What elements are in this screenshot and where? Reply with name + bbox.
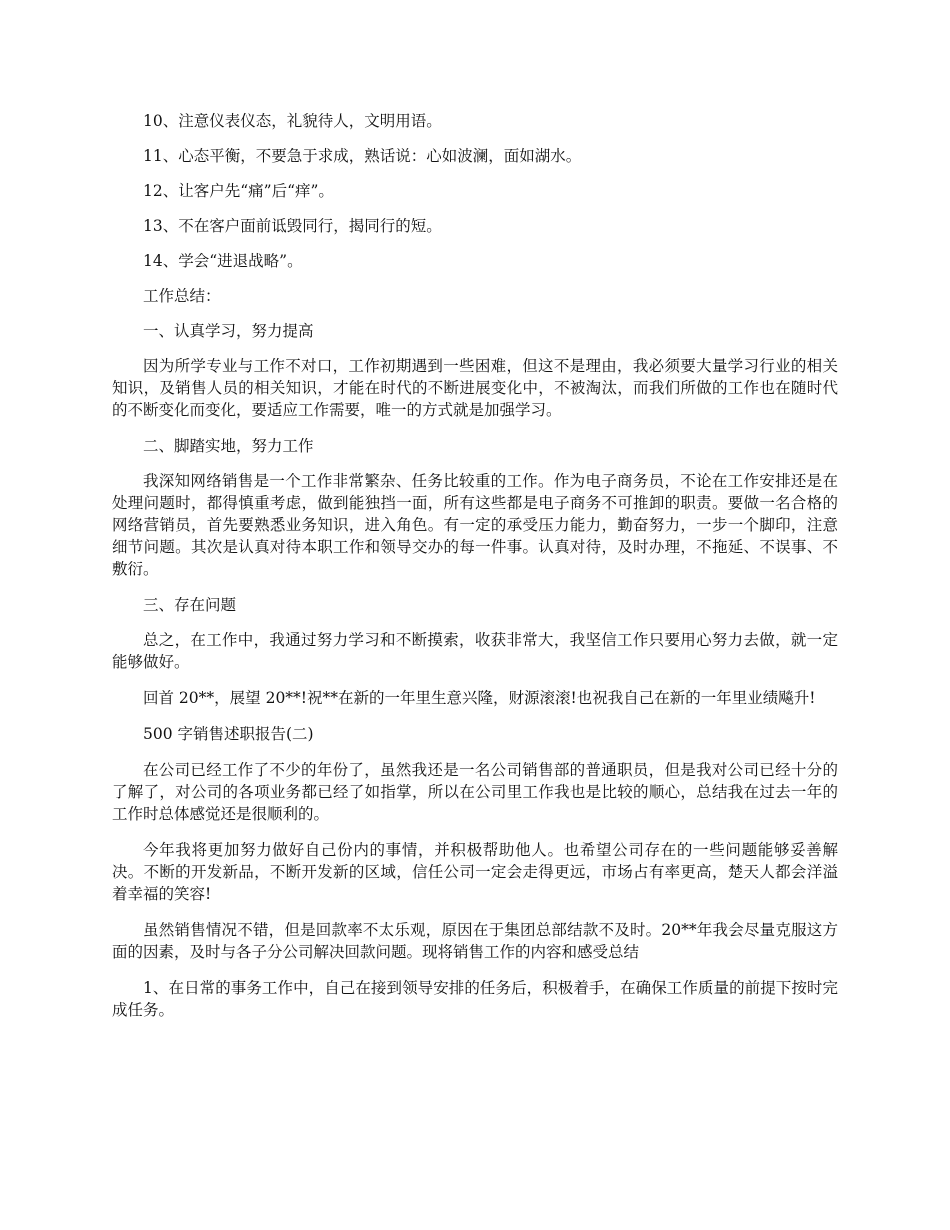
section-heading-1: 一、认真学习，努力提高: [143, 322, 314, 340]
paragraph-item-13: 13、不在客户面前诋毁同行，揭同行的短。: [143, 217, 442, 235]
paragraph-item-10: 10、注意仪表仪态，礼貌待人，文明用语。: [143, 112, 442, 130]
section-heading-3: 三、存在问题: [143, 596, 237, 614]
report-title: 500 字销售述职报告(二): [143, 725, 314, 743]
section-heading-2: 二、脚踏实地，努力工作: [143, 437, 314, 455]
body-paragraph: 因为所学专业与工作不对口，工作初期遇到一些困难，但这不是理由，我必须要大量学习行业的相关知识，及销售人员的相关知识，才能在时代的不断进展变化中，不被淘汰，而我们所做的工作也在随时代的不断变化而变化，要适应工作需要，唯一的方式就是加强学习。: [112, 357, 838, 419]
body-paragraph: 虽然销售情况不错，但是回款率不太乐观，原因在于集团总部结款不及时。20**年我会尽量克服这方面的因素，及时与各子分公司解决回款问题。现将销售工作的内容和感受总结: [112, 921, 838, 961]
body-paragraph: 今年我将更加努力做好自己份内的事情，并积极帮助他人。也希望公司存在的一些问题能够妥善解决。不断的开发新品，不断开发新的区域，信任公司一定会走得更远，市场占有率更高，楚天人都会洋溢着幸福的笑容!: [112, 841, 838, 903]
body-paragraph: 在公司已经工作了不少的年份了，虽然我还是一名公司销售部的普通职员，但是我对公司已经十分的了解了，对公司的各项业务都已经了如指掌，所以在公司里工作我也是比较的顺心，总结我在过去一年的工作时总体感觉还是很顺利的。: [112, 761, 838, 823]
body-paragraph: 总之，在工作中，我通过努力学习和不断摸索，收获非常大，我坚信工作只要用心努力去做，就一定能够做好。: [112, 631, 838, 671]
list-item: 1、在日常的事务工作中，自己在接到领导安排的任务后，积极着手，在确保工作质量的前提下按时完成任务。: [112, 979, 838, 1019]
body-paragraph: 我深知网络销售是一个工作非常繁杂、任务比较重的工作。作为电子商务员，不论在工作安排还是在处理问题时，都得慎重考虑，做到能独挡一面，所有这些都是电子商务不可推卸的职责。要做一名合格的网络营销员，首先要熟悉业务知识，进入角色。有一定的承受压力能力，勤奋努力，一步一个脚印，注意细节问题。其次是认真对待本职工作和领导交办的每一件事。认真对待，及时办理，不拖延、不误事、不敷衍。: [112, 472, 838, 578]
section-heading-work-summary: 工作总结：: [143, 287, 221, 305]
paragraph-item-12: 12、让客户先“痛”后“痒”。: [143, 182, 334, 200]
paragraph-item-11: 11、心态平衡，不要急于求成，熟话说：心如波澜，面如湖水。: [143, 147, 582, 165]
body-paragraph: 回首 20**，展望 20**!祝**在新的一年里生意兴隆，财源滚滚!也祝我自己在新的一年里业绩飚升!: [143, 689, 816, 707]
paragraph-item-14: 14、学会“进退战略”。: [143, 252, 303, 270]
